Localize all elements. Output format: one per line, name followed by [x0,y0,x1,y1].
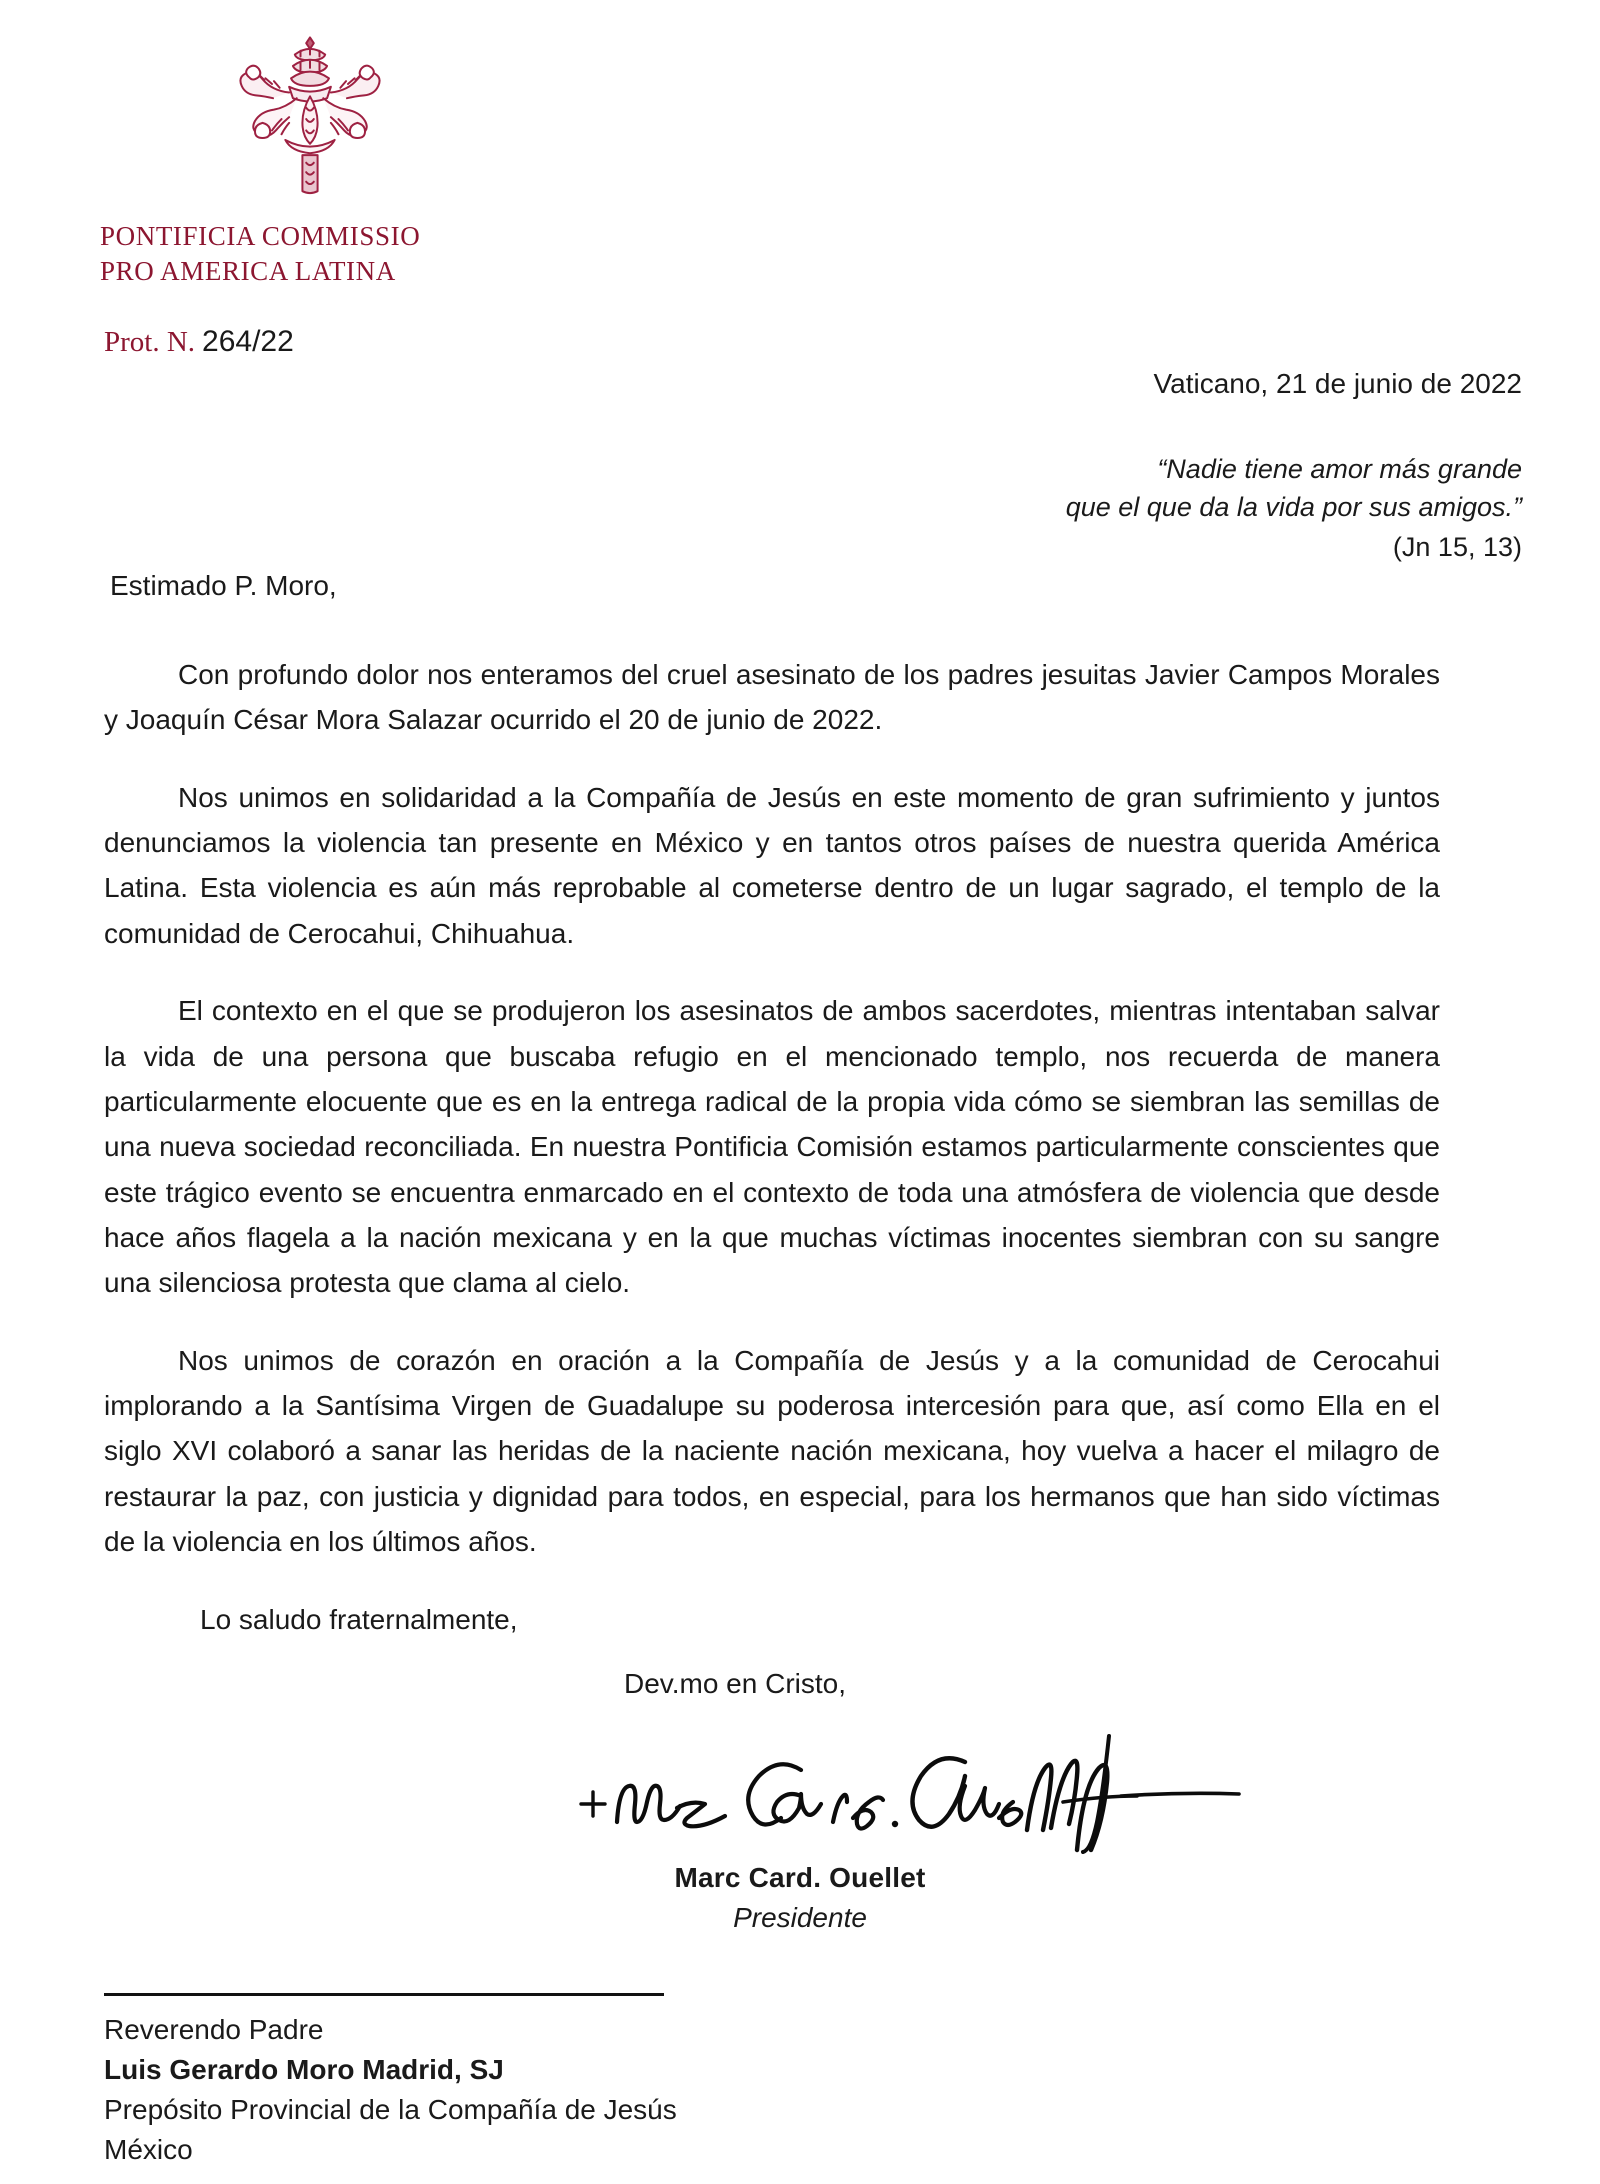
addressee-line-3: Prepósito Provincial de la Compañía de Jesús [104,2094,677,2126]
epigraph-reference: (Jn 15, 13) [1392,531,1522,562]
dateline: Vaticano, 21 de junio de 2022 [1153,368,1522,399]
protocol-number [104,325,294,359]
signer-name: Marc Card. Ouellet [674,1862,926,1893]
letter-body [104,652,1440,1564]
addressee-line-4: México [104,2134,193,2166]
protocol-label: Prot. N. [104,326,196,358]
addressee-line-2: Luis Gerardo Moro Madrid, SJ [104,2054,504,2086]
body-paragraph-4: Nos unimos de corazón en oración a la Compañía de Jesús y a la comunidad de Cerocahui implorando a la Santísima Virgen de Guadalupe su poderosa intercesión para que, así como Ella en el siglo XVI colaboró a sanar las heridas de la naciente nación mexicana, hoy vuelva a hacer el milagro de restaurar la paz, con justicia y dignidad para todos, en especial, para los hermanos que han sido víctimas de la violencia en los últimos años. [104,1344,1440,1558]
body-paragraph-2: Nos unimos en solidaridad a la Compañía de Jesús en este momento de gran sufrimiento y juntos denunciamos la violencia tan presente en México y en tantos otros países de nuestra querida América Latina. Esta violencia es aún más reprobable al cometerse dentro de un lugar sagrado, el templo de la comunidad de Cerocahui, Chihuahua. [104,781,1440,949]
closing-line-1: Lo saludo fraternalmente, [200,1604,518,1635]
addressee-divider [104,1993,664,1996]
papal-coat-of-arms-icon [215,28,405,213]
epigraph-line-2: que el que da la vida por sus amigos.” [1065,492,1522,523]
body-paragraph-3: El contexto en el que se produjeron los asesinatos de ambos sacerdotes, mientras intentaban salvar la vida de una persona que buscaba refugio en el mencionado templo, nos recuerda de manera particularmente elocuente que es en la entrega radical de la propia vida cómo se siembran las semillas de una nueva sociedad reconciliada. En nuestra Pontificia Comisión estamos particularmente conscientes que este trágico evento se encuentra enmarcado en el contexto de toda una atmósfera de violencia que desde hace años flagela a la nación mexicana y en la que muchas víctimas inocentes siembran con su sangre una silenciosa protesta que clama al cielo. [104,995,1440,1299]
salutation: Estimado P. Moro, [110,570,337,601]
addressee-block [104,1993,1004,2170]
closing-line-2: Dev.mo en Cristo, [624,1668,846,1699]
handwritten-signature [565,1700,1245,1870]
letterhead-line-2: PRO AMERICA LATINA [100,255,396,286]
addressee-line-1: Reverendo Padre [104,2014,324,2045]
letterhead-line-1: PONTIFICIA COMMISSIO [100,221,421,251]
epigraph-line-1: “Nadie tiene amor más grande [1157,454,1522,484]
letterhead [0,28,620,288]
body-paragraph-1: Con profundo dolor nos enteramos del cruel asesinato de los padres jesuitas Javier Campos Morales y Joaquín César Mora Salazar ocurrido el 20 de junio de 2022. [104,659,1440,736]
protocol-value: 264/22 [202,325,294,358]
signer-title: Presidente [733,1902,867,1933]
scripture-epigraph [822,450,1522,567]
